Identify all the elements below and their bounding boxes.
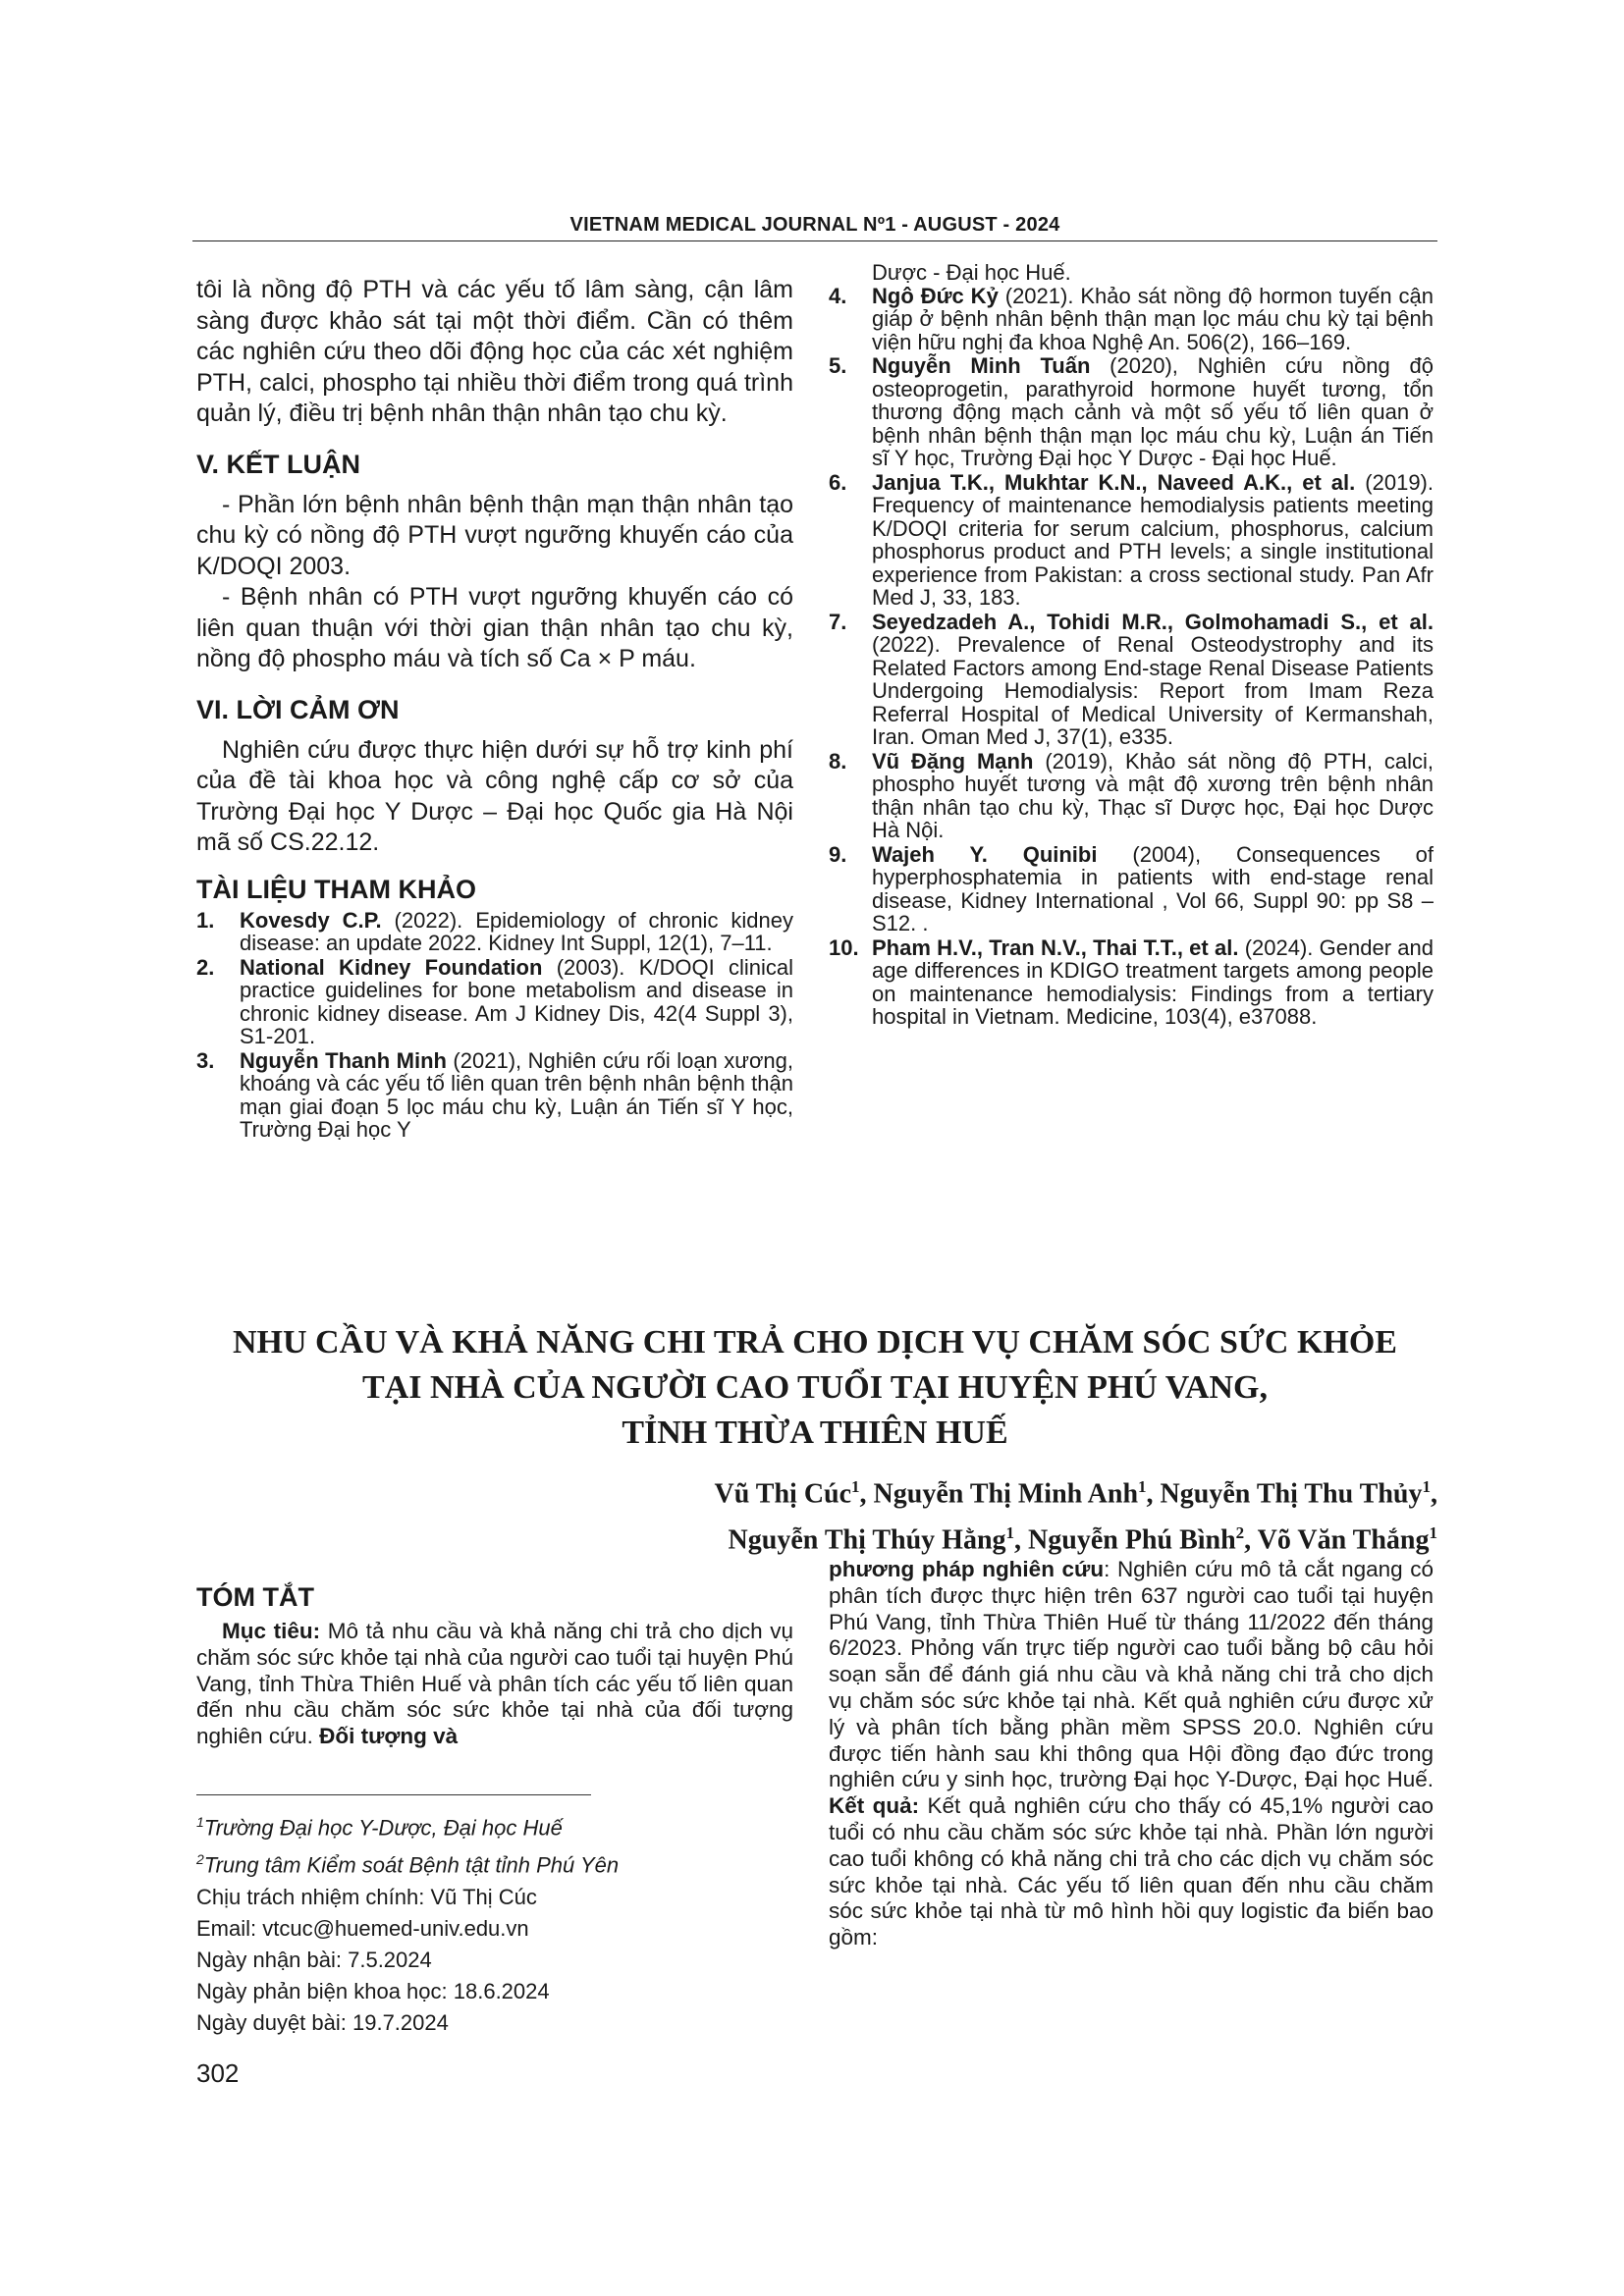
affiliation-mark: 1 — [1138, 1477, 1147, 1496]
conclusion-heading: V. KẾT LUẬN — [196, 449, 361, 479]
right-column — [829, 261, 1434, 1030]
contact-email: Email: vtcuc@huemed-univ.edu.vn — [196, 1915, 529, 1941]
reference-item: 7. Seyedzadeh A., Tohidi M.R., Golmohamadi S., et al. (2022). Prevalence of Renal Osteodystrophy and its Related Factors among End-stage Renal Disease Patients Undergoing Hemodialysis: Report from Imam Reza Referral Hospital of Medical University of Kermanshah, Iran. Oman Med J, 37(1), e335. — [829, 609, 1434, 749]
author-name: Nguyễn Phú Bình — [1028, 1524, 1236, 1556]
abstract-objective: Mục tiêu: Mô tả nhu cầu và khả năng chi trả cho dịch vụ chăm sóc sức khỏe tại nhà của người cao tuổi tại huyện Phú Vang, tỉnh Thừa Thiên Huế và phân tích các yếu tố liên quan đến nhu cầu chăm sóc sức khỏe tại nhà của đối tượng nghiên cứu. Đối tượng và — [196, 1619, 793, 1749]
author-name: Nguyễn Thị Thu Thủy — [1160, 1478, 1423, 1510]
footnote-divider — [196, 1794, 591, 1795]
affiliation-1: $^1$Trường Đại học Y-Dược, Đại học Huế — [196, 1814, 563, 1841]
journal-header: VIETNAM MEDICAL JOURNAL Nº1 - AUGUST - 2024 — [569, 214, 1060, 236]
reference-item: 2. National Kidney Foundation (2003). K/DOQI clinical practice guidelines for bone metabolism and disease in chronic kidney disease. Am J Kidney Dis, 42(4 Suppl 3), S1-201. — [196, 954, 794, 1048]
article-title — [192, 1320, 1437, 1456]
reference-item: 4. Ngô Đức Kỷ (2021). Khảo sát nồng độ hormon tuyến cận giáp ở bệnh nhân bệnh thận mạn lọc máu chu kỳ tại bệnh viện hữu nghị đa khoa Nghệ An. 506(2), 166–169. — [829, 283, 1434, 354]
abstract-right — [829, 1557, 1434, 1951]
article-title-line: TẠI NHÀ CỦA NGƯỜI CAO TUỔI TẠI HUYỆN PHÚ VANG, — [362, 1369, 1268, 1406]
acknowledgement-heading: VI. LỜI CẢM ƠN — [196, 694, 400, 724]
received-date: Ngày nhận bài: 7.5.2024 — [196, 1947, 432, 1972]
abstract-heading: TÓM TẮT — [196, 1582, 314, 1612]
affiliation-mark: 2 — [1235, 1523, 1245, 1543]
article-title-line: TỈNH THỪA THIÊN HUẾ — [622, 1415, 1008, 1451]
affiliation-mark: 1 — [1005, 1523, 1015, 1543]
reference-item: 3. Nguyễn Thanh Minh (2021), Nghiên cứu rối loạn xương, khoáng và các yếu tố liên quan trên bệnh nhân bệnh thận mạn giai đoạn 5 lọc máu chu kỳ, Luận án Tiến sĩ Y học, Trường Đại học Y — [196, 1047, 794, 1142]
reference-continuation: Dược - Đại học Huế. — [872, 260, 1071, 285]
references-heading: TÀI LIỆU THAM KHẢO — [196, 874, 476, 904]
page-number: 302 — [196, 2058, 240, 2088]
affiliation-mark: 1 — [1429, 1523, 1437, 1543]
footnotes — [196, 1806, 793, 2039]
reference-item: 8. Vũ Đặng Mạnh (2019), Khảo sát nồng độ PTH, calci, phospho huyết tương và mật độ xương trên bệnh nhân thận nhân tạo chu kỳ, Thạc sĩ Dược học, Đại học Dược Hà Nội. — [829, 748, 1435, 842]
abstract-methods-results: phương pháp nghiên cứu: Nghiên cứu mô tả cắt ngang có phân tích được thực hiện trên 637 người cao tuổi tại huyện Phú Vang, tỉnh Thừa Thiên Huế từ tháng 11/2022 đến tháng 6/2023. Phỏng vấn trực tiếp người cao tuổi bằng bộ câu hỏi soạn sẵn để đánh giá nhu cầu và khả năng chi trả cho dịch vụ chăm sóc sức khỏe tại nhà. Kết quả nghiên cứu được xử lý và phân tích bằng phần mềm SPSS 20.0. Nghiên cứu được tiến hành sau khi thông qua Hội đồng đạo đức trong nghiên cứu y sinh học, trường Đại học Y-Dược, Đại học Huế. Kết quả: Kết quả nghiên cứu cho thấy có 45,1% người cao tuổi có nhu cầu chăm sóc sức khỏe tại nhà. Phần lớn người cao tuổi không có khả năng chi trả cho các dịch vụ chăm sóc sức khỏe tại nhà. Các yếu tố liên quan đến nhu cầu chăm sóc sức khỏe tại nhà từ mô hình hồi quy logistic đa biến bao gồm: — [829, 1557, 1435, 1950]
reference-list-right — [829, 285, 1434, 1029]
affiliation-mark: 1 — [851, 1477, 860, 1496]
reference-item: 1. Kovesdy C.P. (2022). Epidemiology of chronic kidney disease: an update 2022. Kidney Int Suppl, 12(1), 7–11. — [196, 907, 793, 955]
reference-list-left — [196, 909, 793, 1142]
author-name: Vũ Thị Cúc — [714, 1478, 852, 1510]
approval-date: Ngày duyệt bài: 19.7.2024 — [196, 2009, 449, 2035]
author-name: Nguyễn Thị Thúy Hằng — [728, 1524, 1006, 1556]
review-date: Ngày phản biện khoa học: 18.6.2024 — [196, 1978, 550, 2003]
article-title-line: NHU CẦU VÀ KHẢ NĂNG CHI TRẢ CHO DỊCH VỤ CHĂM SÓC SỨC KHỎE — [233, 1324, 1397, 1361]
affiliation-mark: 1 — [1422, 1477, 1431, 1496]
corresponding-author: Chịu trách nhiệm chính: Vũ Thị Cúc — [196, 1884, 537, 1909]
conclusion-point-2: - Bệnh nhân có PTH vượt ngưỡng khuyến cáo có liên quan thuận với thời gian thận nhân tạo chu kỳ, nồng độ phospho máu và tích số Ca × P máu. — [196, 583, 793, 672]
acknowledgement-text: Nghiên cứu được thực hiện dưới sự hỗ trợ kinh phí của đề tài khoa học và công nghệ cấp cơ sở của Trường Đại học Y Dược – Đại học Quốc gia Hà Nội mã số CS.22.12. — [196, 735, 793, 856]
reference-item: 5. Nguyễn Minh Tuấn (2020), Nghiên cứu nồng độ osteoprogetin, parathyroid hormone huyết tương, tổn thương động mạch cảnh và một số yếu tố liên quan ở bệnh nhân bệnh thận mạn lọc máu chu kỳ, Luận án Tiến sĩ Y học, Trường Đại học Y Dược - Đại học Huế. — [829, 353, 1434, 470]
left-column — [196, 275, 793, 1143]
conclusion-point-1: - Phần lớn bệnh nhân bệnh thận mạn thận nhân tạo chu kỳ có nồng độ PTH vượt ngưỡng khuyến cáo của K/DOQI 2003. — [196, 490, 793, 580]
header-divider — [192, 240, 1437, 241]
author-name: Nguyễn Thị Minh Anh — [873, 1478, 1139, 1510]
reference-item: 9. Wajeh Y. Quinibi (2004), Consequences of hyperphosphatemia in patients with end-stage renal disease, Kidney International , Vol 66, Suppl 90: pp S8 – S12. . — [829, 841, 1434, 935]
reference-item: 6. Janjua T.K., Mukhtar K.N., Naveed A.K., et al. (2019). Frequency of maintenance hemodialysis patients meeting K/DOQI criteria for serum calcium, phosphorus, calcium phosphorus product and PTH levels; a single institutional experience from Pakistan: a cross sectional study. Pan Afr Med J, 33, 183. — [829, 469, 1434, 610]
reference-item: 10. Pham H.V., Tran N.V., Thai T.T., et al. (2024). Gender and age differences in KDIGO treatment targets among people on maintenance hemodialysis: Findings from a tertiary hospital in Vietnam. Medicine, 103(4), e37088. — [829, 934, 1434, 1029]
discussion-paragraph: tôi là nồng độ PTH và các yếu tố lâm sàng, cận lâm sàng được khảo sát tại một thời điểm. Cần có thêm các nghiên cứu theo dõi động học của các xét nghiệm PTH, calci, phospho tại nhiều thời điểm trong quá trình quản lý, điều trị bệnh nhân thận nhân tạo chu kỳ. — [196, 276, 793, 427]
affiliation-2: $^2$Trung tâm Kiểm soát Bệnh tật tỉnh Phú Yên — [196, 1851, 620, 1878]
abstract-left — [196, 1582, 793, 1750]
author-line: Vũ Thị Cúc$^1$, Nguyễn Thị Minh Anh$^1$, Nguyễn Thị Thu Thủy$^1$, — [714, 1477, 1437, 1510]
author-line: Nguyễn Thị Thúy Hằng$^1$, Nguyễn Phú Bình$^2$, Võ Văn Thắng$^1$ — [728, 1523, 1437, 1556]
author-name: Võ Văn Thắng — [1257, 1524, 1430, 1556]
author-list — [357, 1468, 1437, 1561]
